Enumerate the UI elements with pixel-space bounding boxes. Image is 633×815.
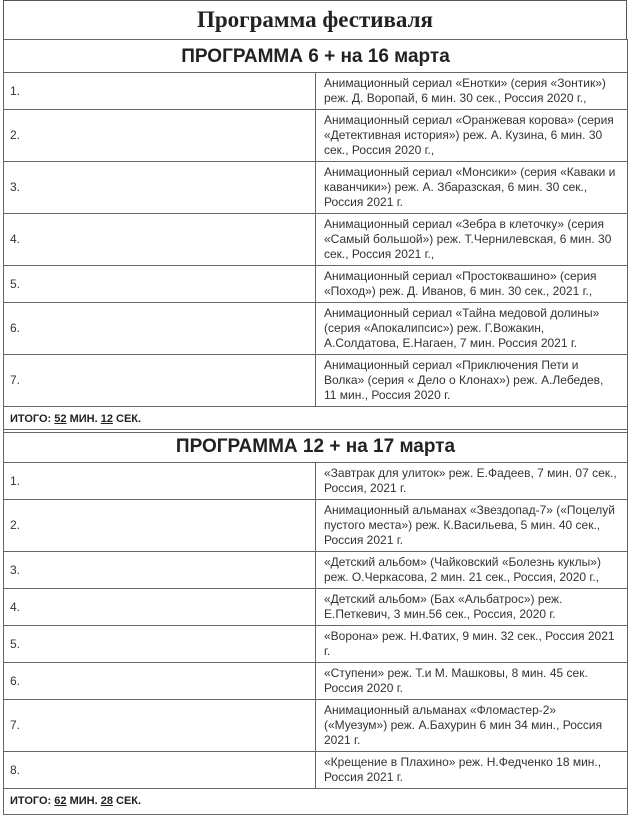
program-item: Анимационный сериал «Простоквашино» (серия «Поход») реж. Д. Иванов, 6 мин. 30 сек., 2021 г., [316, 266, 628, 303]
total-min-label: МИН. [66, 795, 101, 807]
program-item: Анимационный альманах «Звездопад-7» («Поцелуй пустого места») реж. К.Васильева, 5 мин. 40 сек., Россия 2021 г. [316, 500, 628, 552]
program-item: Анимационный сериал «Енотки» (серия «Зонтик») реж. Д. Воропай, 6 мин. 30 сек., Россия 2020 г., [316, 73, 628, 110]
row-number: 5. [4, 266, 316, 303]
row-number: 2. [4, 110, 316, 162]
row-number: 3. [4, 552, 316, 589]
total-prefix: ИТОГО: [10, 413, 55, 425]
page-title-box [3, 0, 627, 39]
program-item: Анимационный сериал «Зебра в клеточку» (серия «Самый большой») реж. Т.Чернилевская, 6 мин. 30 сек., Россия 2021 г., [316, 214, 628, 266]
total-seconds: 12 [100, 413, 113, 425]
row-number: 7. [4, 700, 316, 752]
program-header: ПРОГРАММА 6 + на 16 марта [4, 40, 628, 73]
program-item: «Ступени» реж. Т.и М. Машковы, 8 мин. 45 сек. Россия 2020 г. [316, 663, 628, 700]
row-number: 6. [4, 303, 316, 355]
program-item: Анимационный сериал «Тайна медовой долины» (серия «Апокалипсис») реж. Г.Вожакин, А.Солдатова, Е.Нагаен, 7 мин. Россия 2021 г. [316, 303, 628, 355]
program-header: ПРОГРАММА 12 + на 17 марта [4, 430, 628, 463]
row-number: 6. [4, 663, 316, 700]
row-number: 3. [4, 162, 316, 214]
row-number: 4. [4, 214, 316, 266]
row-number: 7. [4, 355, 316, 407]
program-item: «Завтрак для улиток» реж. Е.Фадеев, 7 мин. 07 сек., Россия, 2021 г. [316, 463, 628, 500]
program-item: «Детский альбом» (Бах «Альбатрос») реж. Е.Петкевич, 3 мин.56 сек., Россия, 2020 г. [316, 589, 628, 626]
total-seconds: 28 [100, 795, 113, 807]
program-table-1 [3, 39, 628, 433]
row-number: 2. [4, 500, 316, 552]
program-item: Анимационный сериал «Приключения Пети и Волка» (серия « Дело о Клонах») реж. А.Лебедев, 11 мин., Россия 2020 г. [316, 355, 628, 407]
total-min-label: МИН. [66, 413, 101, 425]
program-item: Анимационный сериал «Оранжевая корова» (серия «Детективная история») реж. А. Кузина, 6 мин. 30 сек., Россия 2020 г., [316, 110, 628, 162]
program-table-2 [3, 429, 628, 815]
row-number: 8. [4, 752, 316, 789]
row-number: 1. [4, 463, 316, 500]
program-item: Анимационный альманах «Фломастер-2» («Муезум») реж. А.Бахурин 6 мин 34 мин., Россия 2021 г. [316, 700, 628, 752]
program-item: «Крещение в Плахино» реж. Н.Федченко 18 мин., Россия 2021 г. [316, 752, 628, 789]
total-duration [4, 789, 628, 815]
row-number: 5. [4, 626, 316, 663]
program-item: «Детский альбом» (Чайковский «Болезнь куклы») реж. О.Черкасова, 2 мин. 21 сек., Россия, 2020 г., [316, 552, 628, 589]
row-number: 1. [4, 73, 316, 110]
total-minutes: 52 [54, 413, 67, 425]
total-sec-label: СЕК. [112, 413, 142, 425]
page-title: Программа фестиваля [197, 7, 433, 32]
program-item: «Ворона» реж. Н.Фатих, 9 мин. 32 сек., Россия 2021 г. [316, 626, 628, 663]
total-prefix: ИТОГО: [10, 795, 55, 807]
program-item: Анимационный сериал «Монсики» (серия «Каваки и каванчики») реж. А. Збаразская, 6 мин. 30 сек., Россия 2021 г. [316, 162, 628, 214]
total-minutes: 62 [54, 795, 67, 807]
row-number: 4. [4, 589, 316, 626]
total-sec-label: СЕК. [112, 795, 142, 807]
